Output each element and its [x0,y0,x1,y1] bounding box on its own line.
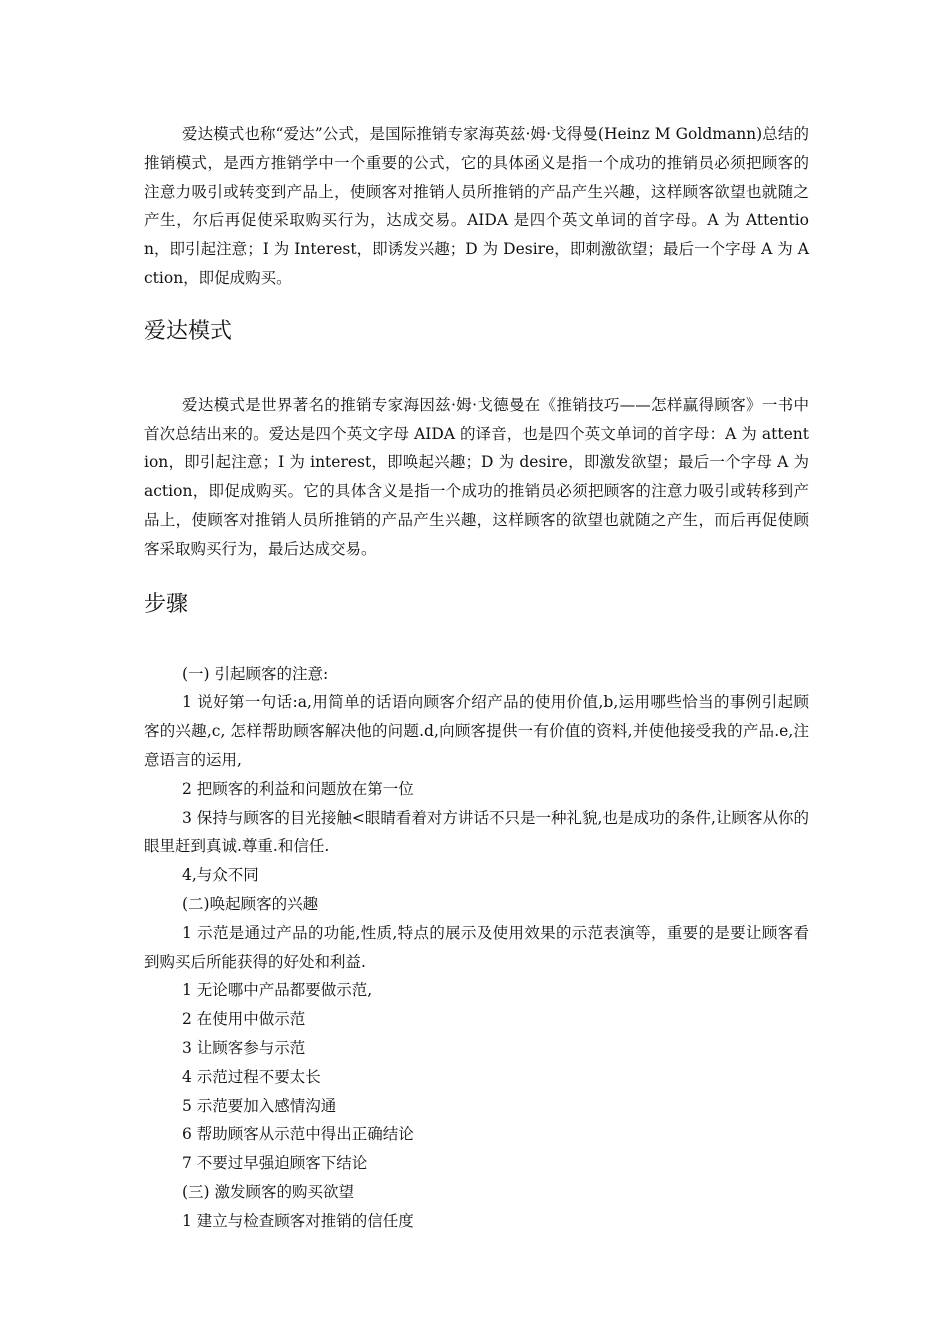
step-line: 3 让顾客参与示范 [182,1038,306,1057]
step-line: 3 保持与顾客的目光接触<眼睛看着对方讲话不只是一种礼貌,也是成功的条件,让顾客从你的眼里赶到真诚.尊重.和信任. [144,808,809,856]
intro-paragraph: 爱达模式也称“爱达”公式，是国际推销专家海英兹·姆·戈得曼(Heinz M Goldmann)总结的推销模式，是西方推销学中一个重要的公式，它的具体函义是指一个成功的推销员必须把顾客的注意力吸引或转变到产品上，使顾客对推销人员所推销的产品产生兴趣，这样顾客欲望也就随之产生，尔后再促使采取购买行为，达成交易。AIDA 是四个英文单词的首字母。A 为 Attention，即引起注意；I 为 Interest，即诱发兴趣；D 为 Desire，即刺激欲望；最后一个字母 A 为 Action，即促成购买。 [144,125,809,287]
step-line: 1 示范是通过产品的功能,性质,特点的展示及使用效果的示范表演等，重要的是要让顾客看到购买后所能获得的好处和利益. [144,923,809,971]
step-line: 5 示范要加入感情沟通 [182,1096,337,1115]
step-line: (三) 激发顾客的购买欲望 [182,1182,355,1201]
aida-paragraph: 爱达模式是世界著名的推销专家海因兹·姆·戈德曼在《推销技巧——怎样赢得顾客》一书中首次总结出来的。爱达是四个英文字母 AIDA 的译音，也是四个英文单词的首字母：A 为 attention，即引起注意；I 为 interest，即唤起兴趣；D 为 desire，即激发欲望；最后一个字母 A 为 action，即促成购买。它的具体含义是指一个成功的推销员必须把顾客的注意力吸引或转移到产品上，使顾客对推销人员所推销的产品产生兴趣，这样顾客的欲望也就随之产生，而后再促使顾客采取购买行为，最后达成交易。 [144,395,809,558]
step-line: 1 说好第一句话:a,用简单的话语向顾客介绍产品的使用价值,b,运用哪些恰当的事例引起顾客的兴趣,c, 怎样帮助顾客解决他的问题.d,向顾客提供一有价值的资料,并使他接受我的产品.e,注意语言的运用, [144,693,809,769]
step-line: 6 帮助顾客从示范中得出正确结论 [182,1125,414,1144]
step-line: 2 把顾客的利益和问题放在第一位 [182,779,414,798]
step-line: (二)唤起顾客的兴趣 [182,894,319,913]
section-heading-aida: 爱达模式 [144,318,233,344]
steps-list [144,660,809,1236]
step-line: 1 建立与检查顾客对推销的信任度 [182,1211,414,1230]
step-line: 1 无论哪中产品都要做示范, [182,981,373,1000]
section-heading-steps: 步骤 [144,591,189,617]
step-line: (一) 引起顾客的注意: [182,664,329,683]
step-line: 2 在使用中做示范 [182,1010,306,1029]
document-page [144,120,809,1236]
step-line: 4 示范过程不要太长 [182,1067,321,1086]
step-line: 4,与众不同 [182,866,259,885]
step-line: 7 不要过早强迫顾客下结论 [182,1154,368,1173]
